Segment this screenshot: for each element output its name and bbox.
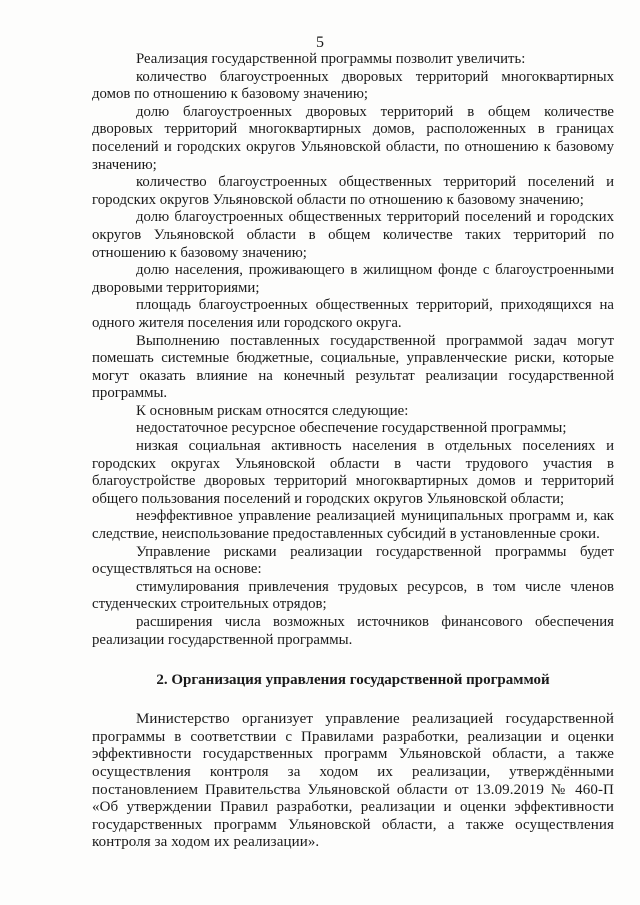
paragraph: площадь благоустроенных общественных территорий, приходящихся на одного жителя поселения или городского округа. — [92, 297, 614, 331]
paragraph: количество благоустроенных общественных территорий поселений и городских округов Ульяновской области по отношению к базовому значению; — [92, 174, 614, 208]
section-paragraph: Министерство организует управление реализацией государственной программы в соответствии с Правилами разработки, реализации и оценки эффективности государственных программ Ульяновской области, а также осуществления контроля за ходом их реализации, утверждёнными постановлением Правительства Ульяновской области от 13.09.2019 № 460-П «Об утверждении Правил разработки, реализации и оценки эффективности государственных программ Ульяновской области, а также осуществления контроля за ходом их реализации». — [92, 711, 614, 851]
paragraph: недостаточное ресурсное обеспечение государственной программы; — [136, 420, 567, 437]
paragraph: долю благоустроенных дворовых территорий в общем количестве дворовых территорий многоквартирных домов, расположенных в границах поселений и городских округов Ульяновской области, по отношению к базовому значению; — [92, 103, 614, 173]
paragraph: долю населения, проживающего в жилищном фонде с благоустроенными дворовыми территориями; — [92, 262, 614, 296]
paragraph: долю благоустроенных общественных территорий поселений и городских округов Ульяновской области в общем количестве таких территорий по отношению к базовому значению; — [92, 209, 614, 261]
paragraph: стимулирования привлечения трудовых ресурсов, в том числе членов студенческих строительных отрядов; — [92, 578, 614, 613]
paragraph: количество благоустроенных дворовых территорий многоквартирных домов по отношению к базовому значению; — [92, 68, 614, 103]
paragraph: низкая социальная активность населения в отдельных поселениях и городских округах Ульяновской области в части трудового участия в благоустройстве дворовых территорий многоквартирных домов и территорий общего пользования поселений и городских округов Ульяновской области; — [92, 438, 614, 507]
section-heading: 2. Организация управления государственной программой — [156, 672, 550, 689]
page-number: 5 — [316, 34, 324, 51]
paragraph: Реализация государственной программы позволит увеличить: — [136, 51, 526, 67]
paragraph: К основным рискам относятся следующие: — [136, 402, 409, 419]
document-body — [92, 51, 614, 852]
paragraph: неэффективное управление реализацией муниципальных программ и, как следствие, неиспользование предоставленных субсидий в установленные сроки. — [92, 508, 614, 543]
paragraph: расширения числа возможных источников финансового обеспечения реализации государственной программы. — [92, 614, 614, 648]
paragraph: Выполнению поставленных государственной программой задач могут помешать системные бюджетные, социальные, управленческие риски, которые могут оказать влияние на конечный результат реализации государственной программы. — [92, 332, 614, 402]
paragraph: Управление рисками реализации государственной программы будет осуществляться на основе: — [92, 543, 614, 578]
